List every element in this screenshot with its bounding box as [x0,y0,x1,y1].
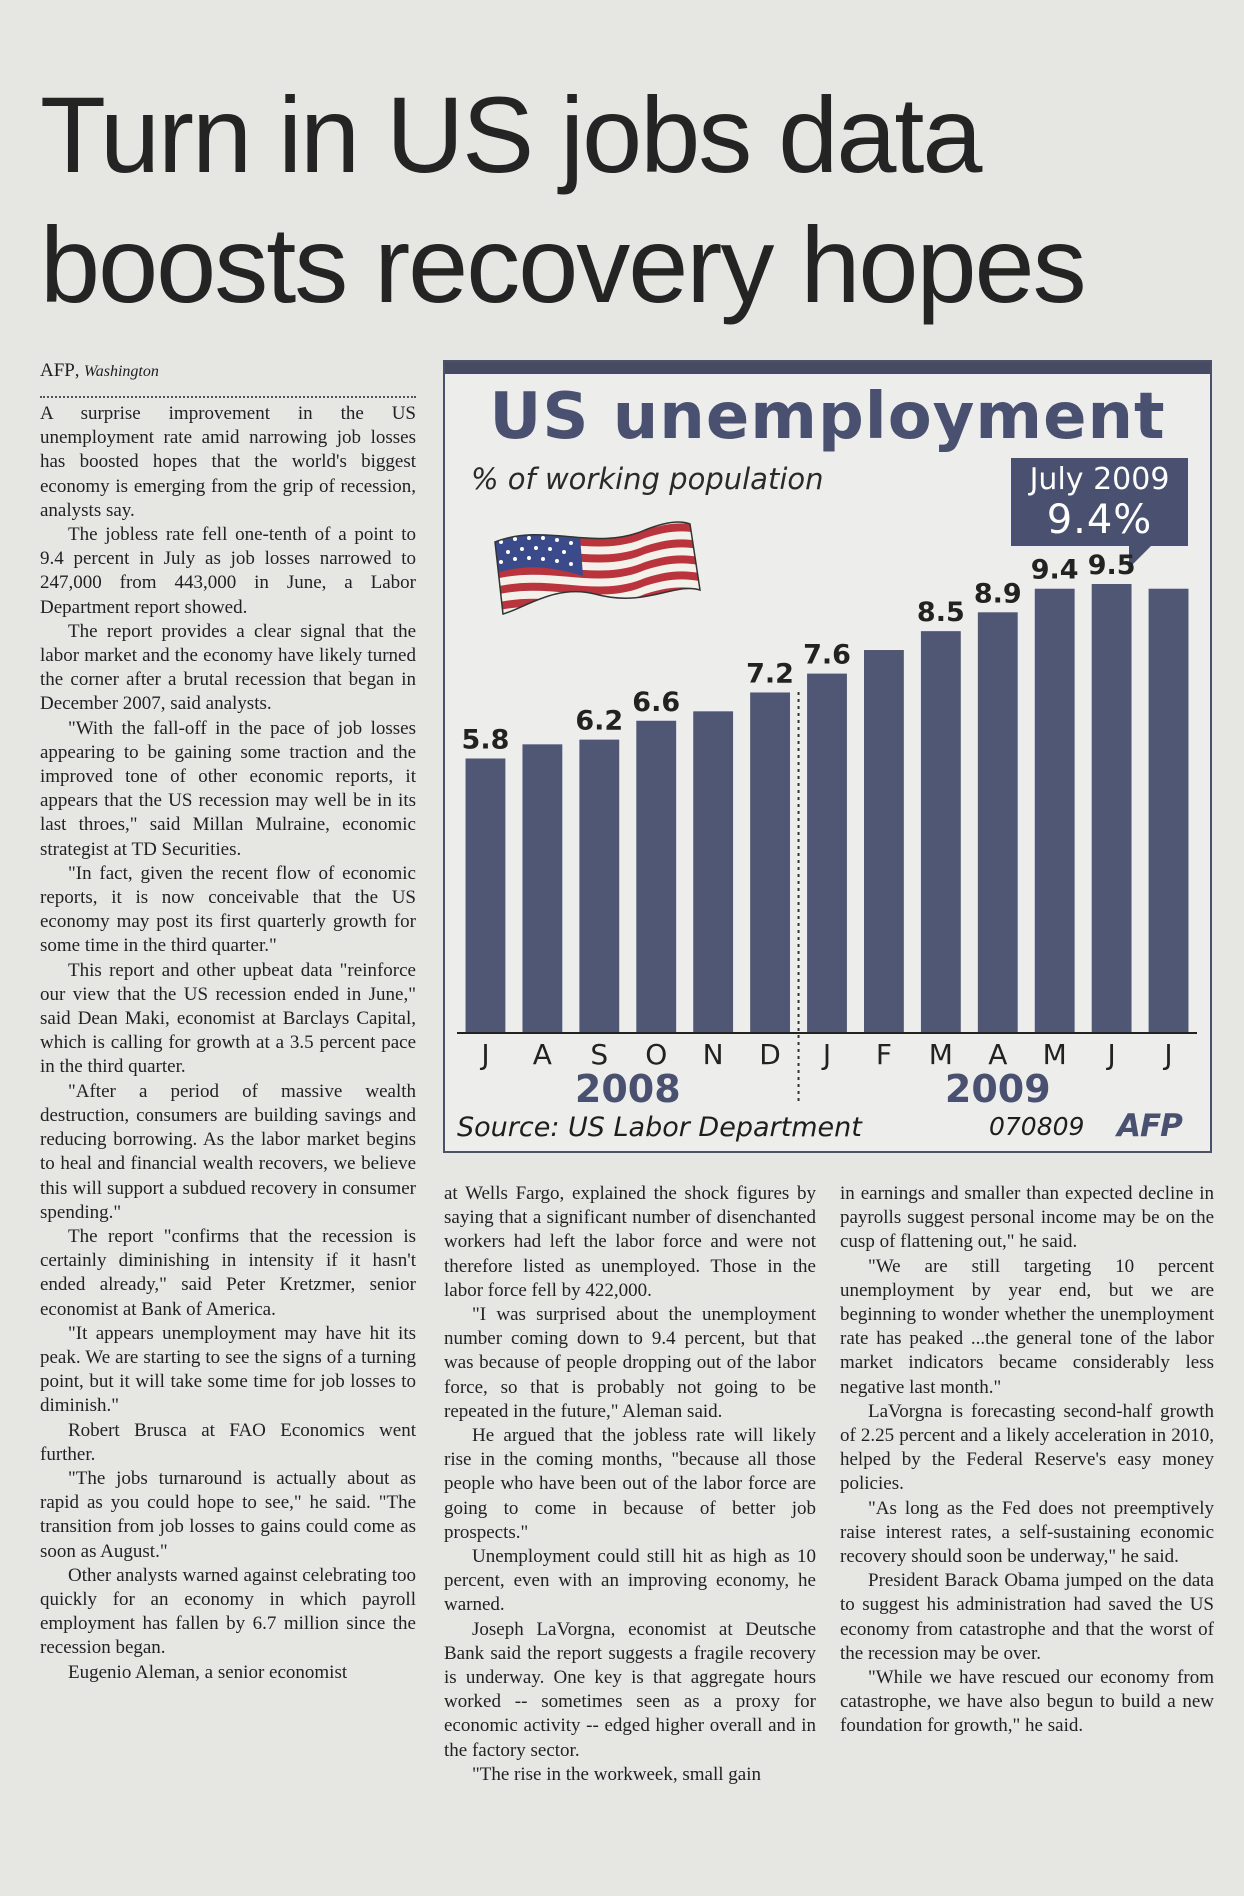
paragraph: Joseph LaVorgna, economist at Deutsche Bank said the report suggests a fragile recovery is underway. One key is that aggregate hours worked -- sometimes seen as a proxy for economic activity -- edged higher overall and in the factory sector. [444,1618,816,1761]
x-tick-label: M [1042,1038,1067,1071]
chart-source: Source: US Labor Department [457,1112,862,1143]
paragraph: "While we have rescued our economy from catastrophe, we have also begun to build a new foundation for growth," he said. [840,1667,1214,1737]
bar-value-label: 6.6 [632,686,681,718]
chart-code: 070809 [989,1112,1085,1141]
bar-value-label: 6.2 [575,705,624,737]
bar [466,758,506,1032]
article-column-3 [840,1182,1214,1739]
bar [921,631,961,1032]
x-tick-label: O [645,1038,668,1071]
bar-value-label: 8.9 [973,578,1022,610]
bar-value-label: 8.5 [916,597,965,629]
chart-plot-area [445,362,1210,1151]
chart-subtitle: % of working population [471,462,824,496]
bar [978,612,1018,1032]
x-tick-label: D [759,1038,781,1071]
byline: AFP, Washington [40,360,416,398]
callout-month: July 2009 [1029,462,1170,497]
paragraph: LaVorgna is forecasting second-half growth of 2.25 percent and a likely acceleration in 2010, helped by the Federal Reserve's easy money policies. [840,1400,1214,1495]
paragraph: Robert Brusca at FAO Economics went further. [40,1419,416,1465]
paragraph: Unemployment could still hit as high as 10 percent, even with an improving economy, he warned. [444,1546,816,1616]
bar [807,674,847,1032]
paragraph: The jobless rate fell one-tenth of a point to 9.4 percent in July as job losses narrowed to 247,000 from 443,000 in June, a Labor Department report showed. [40,524,416,618]
paragraph: This report and other upbeat data "reinforce our view that the US recession ended in June," said Dean Maki, economist at Barclays Capital, which is calling for growth at a 3.5 percent pace in the third quarter. [40,959,416,1078]
bar [693,711,733,1032]
bar [1149,589,1189,1032]
paragraph: "With the fall-off in the pace of job losses appearing to be gaining some traction and the improved tone of other economic reports, it appears that the US recession may well be in its last throes," said Millan Mulraine, economic strategist at TD Securities. [40,717,416,860]
bar-value-label: 9.5 [1087,550,1136,581]
paragraph: "It appears unemployment may have hit its peak. We are starting to see the signs of a turning point, but it will take some time for job losses to diminish." [40,1322,416,1417]
bar [522,744,562,1032]
paragraph: A surprise improvement in the US unemployment rate amid narrowing job losses has boosted hopes that the world's biggest economy is emerging from the grip of recession, analysts say. [40,403,416,521]
bar-value-label: 9.4 [1030,554,1079,586]
article-column-2 [444,1182,816,1787]
x-tick-label: J [481,1038,490,1071]
x-tick-label: A [988,1038,1008,1071]
headline: Turn in US jobs data boosts recovery hopes [40,74,1085,325]
bar [1092,584,1132,1032]
paragraph: at Wells Fargo, explained the shock figures by saying that a significant number of disenchanted workers had left the labor force and were not therefore listed as unemployed. Those in the labor force fell by 422,000. [444,1183,816,1301]
paragraph: The report provides a clear signal that the labor market and the economy have likely turned the corner after a brutal recession that began in December 2007, said analysts. [40,620,416,715]
paragraph: "The rise in the workweek, small gain [472,1763,761,1785]
chart-title: US unemployment [489,380,1166,454]
x-tick-label: M [928,1038,953,1071]
x-tick-label: J [822,1038,832,1071]
paragraph: Eugenio Aleman, a senior economist [68,1661,348,1683]
paragraph: in earnings and smaller than expected decline in payrolls suggest personal income may be on the cusp of flattening out," he said. [840,1183,1214,1253]
byline-agency: AFP [40,360,75,381]
x-tick-label: A [532,1038,552,1071]
paragraph: President Barack Obama jumped on the data to suggest his administration had saved the US economy from catastrophe and that the worst of the recession may be over. [840,1570,1214,1664]
bar [636,721,676,1032]
bar-value-label: 7.2 [746,658,794,690]
x-tick-label: N [702,1038,724,1071]
paragraph: "The jobs turnaround is actually about as rapid as you could hope to see," he said. "The transition from job losses to gains could come as soon as August." [40,1467,416,1562]
paragraph: Other analysts warned against celebrating too quickly for an economy in which payroll employment has fallen by 6.7 million since the recession began. [40,1564,416,1659]
x-tick-label: S [590,1038,609,1071]
bar [864,650,904,1032]
x-tick-label: F [875,1038,892,1071]
afp-logo: AFP [1117,1108,1182,1144]
x-tick-label: J [1107,1038,1116,1071]
paragraph: "After a period of massive wealth destruction, consumers are building savings and reducing borrowing. As the labor market begins to heal and financial wealth recovers, we believe this will support a subdued recovery in consumer spending." [40,1080,416,1223]
paragraph: He argued that the jobless rate will likely rise in the coming months, "because all those people who have been out of the labor force are going to come in because of better job prospects." [444,1425,816,1543]
paragraph: "As long as the Fed does not preemptively raise interest rates, a self-sustaining economic recovery should soon be underway," he said. [840,1497,1214,1568]
paragraph: The report "confirms that the recession is certainly diminishing in intensity if it hasn't ended already," said Peter Kretzmer, senior economist at Bank of America. [40,1225,416,1320]
bar [579,740,619,1032]
byline-dateline: Washington [83,363,159,380]
year-label: 2009 [944,1067,1051,1111]
paragraph: "We are still targeting 10 percent unemployment by year end, but we are beginning to wonder whether the unemployment rate has peaked ...the general tone of the labor market indicators became considerably less negative last month." [840,1255,1214,1398]
x-tick-label: J [1164,1038,1173,1071]
bar [1035,589,1075,1032]
article-column-1 [40,402,416,1685]
year-label: 2008 [574,1067,681,1111]
paragraph: "I was surprised about the unemployment number coming down to 9.4 percent, but that was because of people dropping out of the labor force, so that is probably not going to be repeated in the future," Aleman said. [444,1304,816,1422]
unemployment-chart [443,360,1212,1153]
bar-value-label: 7.6 [803,639,851,671]
paragraph: "In fact, given the recent flow of economic reports, it is now conceivable that the US economy may post its first quarterly growth for some time in the third quarter." [40,862,416,957]
bar [750,692,790,1032]
bar-value-label: 5.8 [461,724,510,756]
callout-value: 9.4% [1046,497,1153,543]
